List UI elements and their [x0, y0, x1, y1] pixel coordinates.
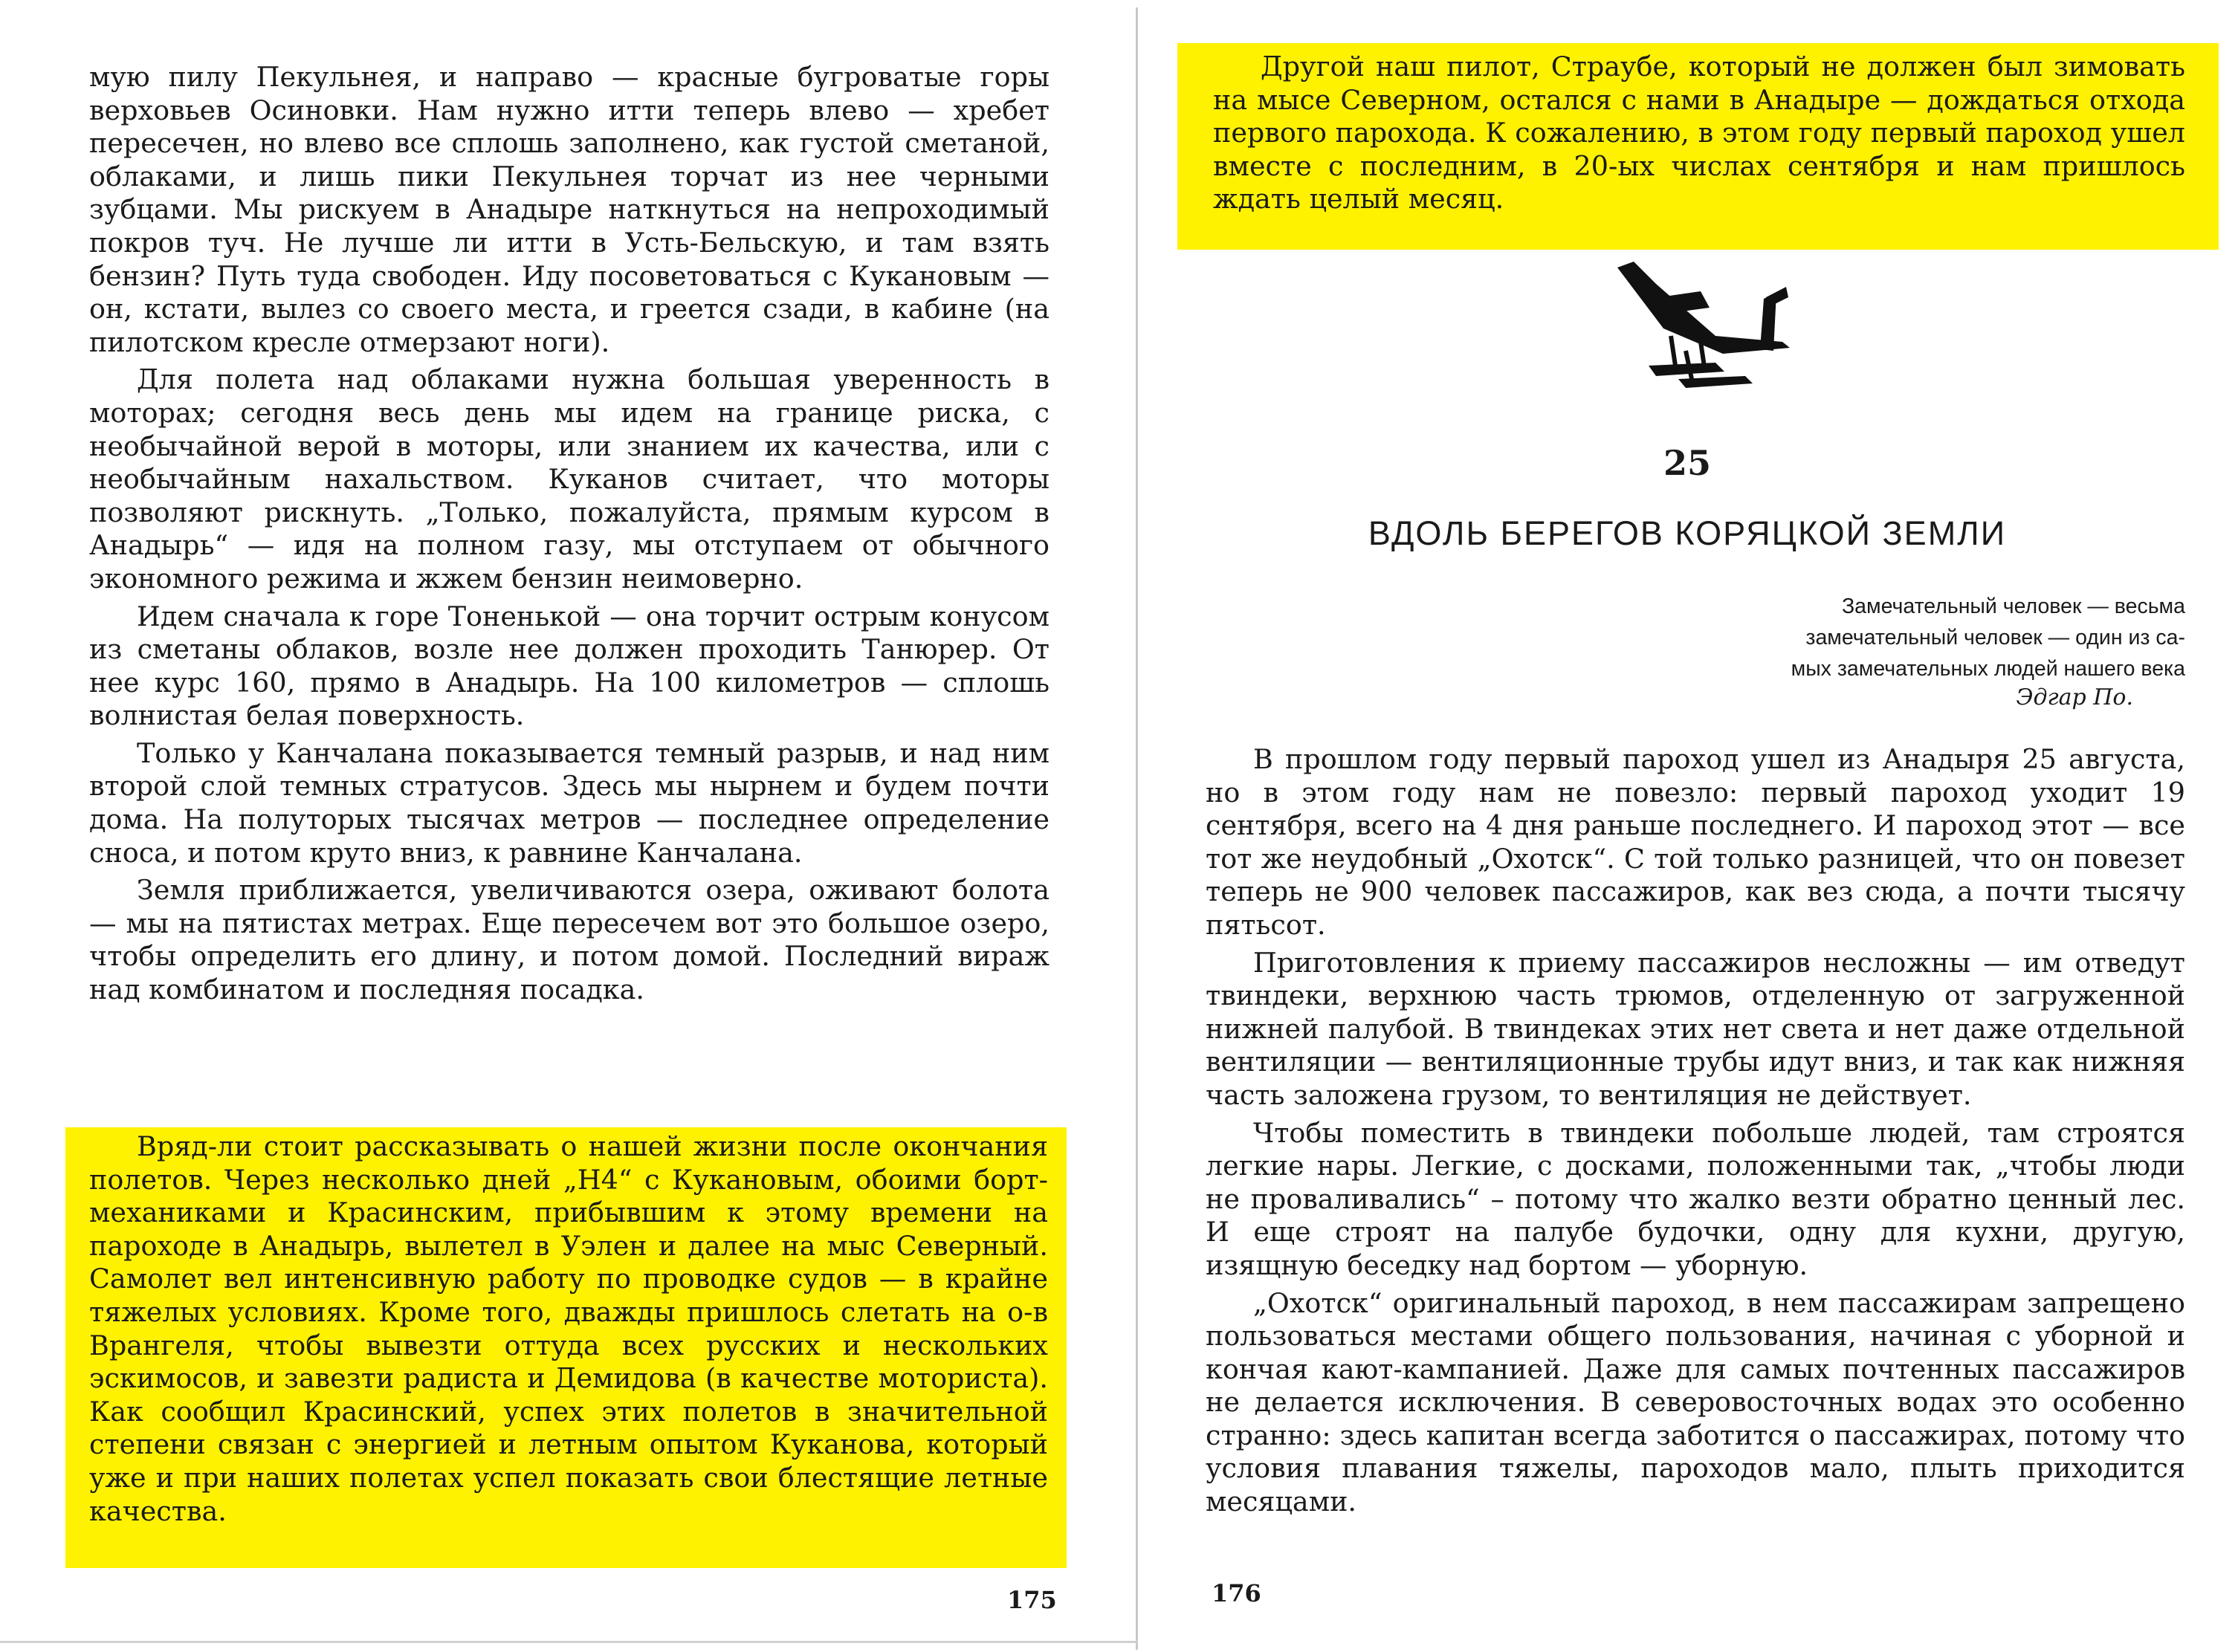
seaplane-icon [1604, 254, 1805, 395]
epigraph-line-2: замечательный человек — один из са- [1805, 626, 2185, 650]
epigraph [1665, 591, 2185, 684]
right-page-number: 176 [1212, 1579, 1261, 1607]
left-page-body [89, 61, 1050, 1007]
page-divider [1136, 7, 1138, 1650]
epigraph-line-1: Замечательный человек — весьма [1841, 595, 2185, 618]
right-highlighted-paragraph: Другой наш пилот, Страубе, который не должен был зимовать на мысе Северном, остался с нами в Анадыре — дождаться отхода первого парохода. К сожалению, в этом году первый пароход ушел вместе с последним, в 20-ых числах сентября и нам пришлось ждать целый месяц. [1213, 51, 2185, 216]
epigraph-author: Эдгар По. [2016, 684, 2133, 710]
left-highlighted-text [89, 1130, 1048, 1528]
left-paragraph-4: Только у Канчалана показывается темный разрыв, и над ним второй слой темных стратусов. Здесь мы нырнем и будем почти дома. На полуторых тысячах метров — последнее определение сноса, и потом круто вниз, к равнине Канчалана. [89, 736, 1050, 869]
right-paragraph-2: Приготовления к приему пассажиров несложны — им отведут твиндеки, верхнюю часть трюмов, отделенную от загруженной нижней палубой. В твиндеках этих нет света и нет даже отдельной вентиляции — вентиляционные трубы идут вниз, и так как нижняя часть заложена грузом, то вентиляция не действует. [1206, 946, 2185, 1111]
left-paragraph-3: Идем сначала к горе Тоненькой — она торчит острым конусом из сметаны облаков, возле нее должен проходить Танюрер. От нее курс 160, прямо в Анадырь. На 100 километров — сплошь волнистая белая поверхность. [89, 600, 1050, 732]
left-page-number: 175 [1007, 1586, 1057, 1614]
left-paragraph-1: мую пилу Пекульнея, и направо — красные бугроватые горы верховьев Осиновки. Нам нужно итти теперь влево — хребет пересечен, но влево все сплошь заполнено, как густой сметаной, облаками, и лишь пики Пекульнея торчат из нее черными зубцами. Мы рискуем в Анадыре наткнуться на непроходимый покров туч. Не лучше ли итти в Усть-Бельскую, и там взять бензин? Путь туда свободен. Иду посоветоваться с Кукановым — он, кстати, вылез со своего места, и греется сзади, в кабине (на пилотском кресле отмерзают ноги). [89, 61, 1050, 358]
chapter-number: 25 [1663, 443, 1711, 483]
right-page-body [1206, 743, 2185, 1519]
epigraph-line-3: мых замечательных людей нашего века [1791, 657, 2185, 681]
right-paragraph-3: Чтобы поместить в твиндеки побольше людей, там строятся легкие нары. Легкие, с досками, положенными так, „чтобы люди не проваливались“ – потому что жалко везти обратно ценный лес. И еще строят на палубе будочки, одну для кухни, другую, изящную беседку над бортом — уборную. [1206, 1116, 2185, 1281]
right-paragraph-4: „Охотск“ оригинальный пароход, в нем пассажирам запрещено пользоваться местами общего пользования, начиная с уборной и кончая кают-кампанией. Даже для самых почтенных пассажиров не делается исключения. В северовосточных водах это особенно странно: здесь капитан всегда заботится о пассажирах, потому что условия плавания тяжелы, пароходов мало, плыть приходится месяцами. [1206, 1286, 2185, 1518]
left-paragraph-5: Земля приближается, увеличиваются озера, оживают болота — мы на пятистах метрах. Еще пересечем вот это большое озеро, чтобы определить его длину, и потом домой. Последний вираж над комбинатом и последняя посадка. [89, 874, 1050, 1006]
left-highlighted-paragraph: Вряд-ли стоит рассказывать о нашей жизни после окончания полетов. Через несколько дней „Н4“ с Кукановым, обоими борт-механиками и Красинским, прибывшим к этому времени на пароходе в Анадырь, вылетел в Уэлен и далее на мыс Северный. Самолет вел интенсивную работу по проводке судов — в крайне тяжелых условиях. Кроме того, дважды пришлось слетать на о-в Врангеля, чтобы вывезти оттуда всех русских и нескольких эскимосов, и завезти радиста и Демидова (в качестве моториста). Как сообщил Красинский, успех этих полетов в значительной степени связан с энергией и летным опытом Куканова, который уже и при наших полетах успел показать свои блестящие летные качества. [89, 1130, 1048, 1527]
right-paragraph-1: В прошлом году первый пароход ушел из Анадыря 25 августа, но в этом году нам не повезло: первый пароход уходит 19 сентября, всего на 4 дня раньше последнего. И пароход этот — все тот же неудобный „Охотск“. С той только разницей, что он повезет теперь не 900 человек пассажиров, как вез сюда, а почти тысячу пятьсот. [1206, 743, 2185, 941]
right-highlighted-text [1213, 51, 2185, 216]
left-paragraph-2: Для полета над облаками нужна большая уверенность в моторах; сегодня весь день мы идем на границе риска, с необычайной верой в моторы, или знанием их качества, или с необычайным нахальством. Куканов считает, что моторы позволяют рискнуть. „Только, пожалуйста, прямым курсом в Анадырь“ — идя на полном газу, мы отступаем от обычного экономного режима и жжем бензин неимоверно. [89, 363, 1050, 595]
chapter-title: ВДОЛЬ БЕРЕГОВ КОРЯЦКОЙ ЗЕМЛИ [1368, 514, 2007, 552]
bottom-rule [0, 1641, 1137, 1643]
